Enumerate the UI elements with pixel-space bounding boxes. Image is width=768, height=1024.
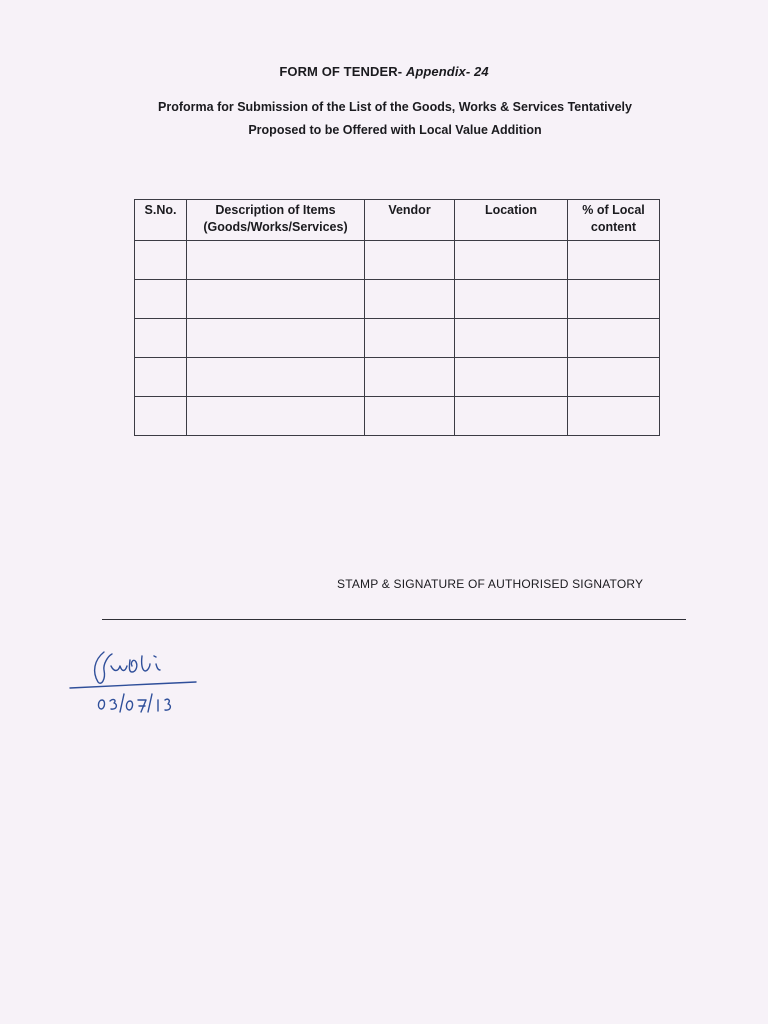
handwritten-signature bbox=[64, 638, 214, 718]
cell-vendor bbox=[365, 397, 455, 436]
table-row bbox=[135, 358, 660, 397]
signature-rule bbox=[102, 619, 686, 620]
cell-description bbox=[187, 280, 365, 319]
table-row bbox=[135, 397, 660, 436]
cell-sno bbox=[135, 397, 187, 436]
cell-vendor bbox=[365, 241, 455, 280]
cell-description bbox=[187, 241, 365, 280]
cell-local-content bbox=[568, 397, 660, 436]
header-description-line-1: Description of Items bbox=[215, 203, 336, 217]
header-vendor: Vendor bbox=[365, 200, 455, 241]
cell-vendor bbox=[365, 358, 455, 397]
stamp-signature-label: STAMP & SIGNATURE OF AUTHORISED SIGNATORY bbox=[337, 577, 644, 591]
cell-location bbox=[455, 358, 568, 397]
cell-sno bbox=[135, 358, 187, 397]
appendix-number: Appendix- 24 bbox=[405, 64, 489, 79]
cell-local-content bbox=[568, 280, 660, 319]
form-title bbox=[0, 64, 768, 79]
header-location: Location bbox=[455, 200, 568, 241]
header-description-line-2: (Goods/Works/Services) bbox=[203, 220, 348, 234]
cell-sno bbox=[135, 319, 187, 358]
subtitle-line-2: Proposed to be Offered with Local Value Addition bbox=[248, 123, 542, 137]
cell-local-content bbox=[568, 358, 660, 397]
table-row bbox=[135, 280, 660, 319]
header-local-content-line-2: content bbox=[590, 220, 637, 234]
cell-location bbox=[455, 241, 568, 280]
header-description bbox=[187, 200, 365, 241]
cell-vendor bbox=[365, 319, 455, 358]
table-row bbox=[135, 319, 660, 358]
header-sno: S.No. bbox=[135, 200, 187, 241]
cell-local-content bbox=[568, 241, 660, 280]
table-header-row bbox=[135, 200, 660, 241]
header-local-content bbox=[568, 200, 660, 241]
items-table bbox=[134, 199, 660, 436]
form-title-text: FORM OF TENDER- bbox=[279, 64, 403, 79]
cell-location bbox=[455, 397, 568, 436]
cell-description bbox=[187, 319, 365, 358]
cell-sno bbox=[135, 241, 187, 280]
table-row bbox=[135, 241, 660, 280]
cell-sno bbox=[135, 280, 187, 319]
cell-location bbox=[455, 319, 568, 358]
cell-vendor bbox=[365, 280, 455, 319]
subtitle-line-1: Proforma for Submission of the List of the Goods, Works & Services Tentatively bbox=[158, 100, 632, 114]
header-local-content-line-1: % of Local bbox=[582, 203, 645, 217]
cell-description bbox=[187, 358, 365, 397]
table-body bbox=[135, 241, 660, 436]
cell-location bbox=[455, 280, 568, 319]
form-subtitle bbox=[100, 96, 690, 142]
cell-local-content bbox=[568, 319, 660, 358]
cell-description bbox=[187, 397, 365, 436]
